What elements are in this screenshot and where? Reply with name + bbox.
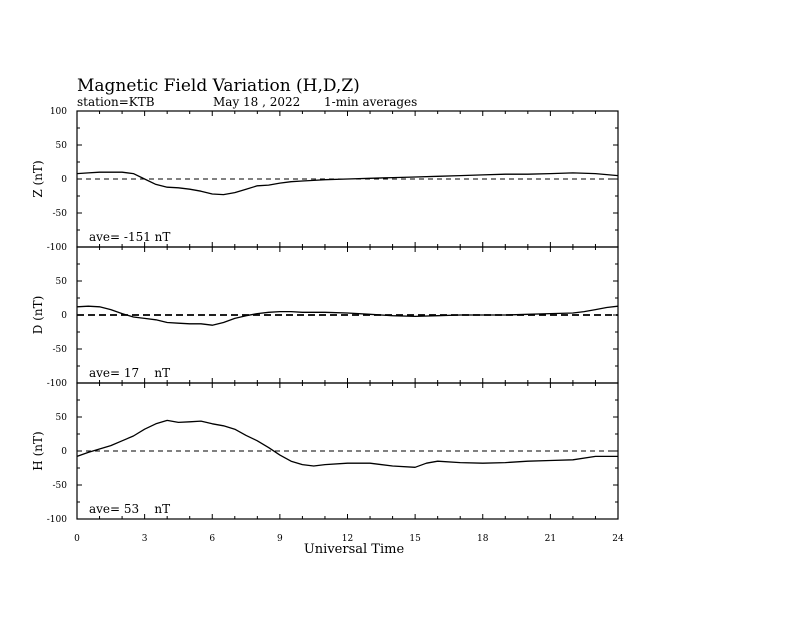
x-tick-label: 15	[409, 534, 421, 544]
y-tick-label: -100	[46, 379, 67, 389]
x-axis-label: Universal Time	[303, 542, 405, 557]
y-tick-label: 0	[61, 311, 67, 321]
x-tick-label: 6	[209, 534, 216, 544]
averaging-label: 1-min averages	[324, 95, 418, 109]
y-axis-label: D (nT)	[31, 295, 45, 335]
x-tick-label: 21	[544, 534, 557, 544]
chart-title: Magnetic Field Variation (H,D,Z)	[77, 76, 360, 96]
series-line-3	[77, 420, 618, 467]
date-label: May 18 , 2022	[213, 95, 301, 109]
y-tick-label: -100	[46, 243, 67, 253]
series-line-1	[77, 172, 618, 194]
x-tick-label: 9	[277, 534, 283, 544]
y-tick-label: 0	[61, 175, 67, 185]
x-tick-label: 0	[74, 534, 80, 544]
x-tick-label: 24	[612, 534, 624, 544]
station-label: station=KTB	[77, 95, 155, 109]
y-tick-label: -100	[46, 515, 67, 525]
average-label: ave= -151 nT	[89, 230, 171, 244]
panel-3	[31, 383, 618, 525]
y-tick-label: 50	[55, 141, 67, 151]
panels-group	[31, 107, 618, 525]
y-tick-label: 50	[55, 413, 67, 423]
y-tick-label: -50	[52, 481, 67, 491]
x-tick-label: 18	[477, 534, 489, 544]
average-label: ave= 17 nT	[89, 366, 171, 380]
y-axis-label: Z (nT)	[31, 160, 45, 198]
y-tick-label: -50	[52, 209, 67, 219]
y-tick-label: -50	[52, 345, 67, 355]
x-tick-label: 12	[341, 534, 354, 544]
y-tick-label: 0	[61, 447, 67, 457]
y-tick-label: 50	[55, 277, 67, 287]
y-axis-label: H (nT)	[31, 431, 45, 471]
panel-2	[31, 247, 618, 389]
y-tick-label: 100	[49, 107, 67, 117]
panel-1	[31, 107, 618, 253]
average-label: ave= 53 nT	[89, 502, 171, 516]
x-tick-label: 3	[141, 534, 148, 544]
